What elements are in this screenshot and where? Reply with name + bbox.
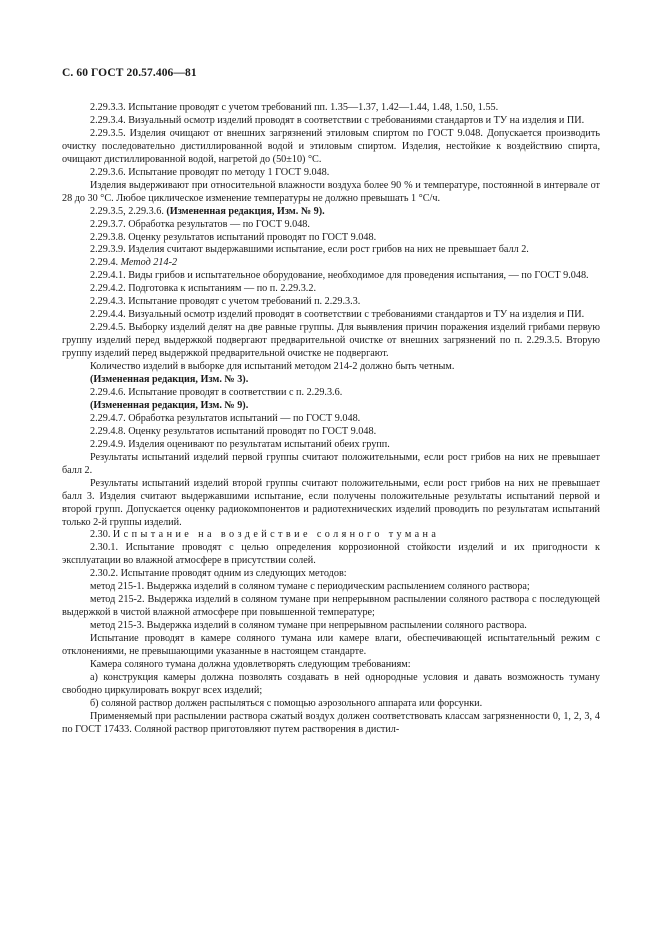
paragraph-text: 2.29.3.3. Испытание проводят с учетом требований пп. 1.35—1.37, 1.42—1.44, 1.48, 1.50, 1.55. [90, 102, 499, 113]
paragraph [62, 542, 600, 568]
paragraph [62, 167, 600, 180]
paragraph-text: Испытание проводят в камере соляного тумана или камере влаги, обеспечивающей испытательный режим с отклонениями, не превышающими указанные в настоящем стандарте. [62, 633, 600, 658]
paragraph [62, 478, 600, 530]
paragraph [62, 426, 600, 439]
paragraph-text: а) конструкция камеры должна позволять создавать в ней однородные условия и давать возможность туману свободно циркулировать вокруг всех изделий; [62, 671, 600, 696]
paragraph [62, 439, 600, 452]
paragraph-text: Применяемый при распылении раствора сжатый воздух должен соответствовать классам загрязненности 0, 1, 2, 3, 4 по ГОСТ 17433. Соляной раствор приготовляют путем растворения в дистил- [62, 710, 600, 735]
paragraph-text: б) соляной раствор должен распыляться с помощью аэрозольного аппарата или форсунки. [90, 697, 483, 709]
paragraph-text: метод 215-2. Выдержка изделий в соляном тумане при непрерывном распылении соляного раствора с последующей выдержкой в чистой влажной атмосфере при повышенной температуре; [62, 594, 600, 619]
paragraph-text: 2.29.4.5. Выборку изделий делят на две равные группы. Для выявления причин поражения изделий грибами первую группу изделий перед выдержкой подвергают предварительной очистке от внешних загрязнений по п. 2.29.3.5. Вторую группу изделий перед выдержкой предварительной очистке не подвергают. [62, 322, 600, 360]
paragraph [62, 206, 600, 219]
paragraph [62, 309, 600, 322]
paragraph [62, 594, 600, 620]
paragraph [62, 361, 600, 374]
paragraph-text: Изделия выдерживают при относительной влажности воздуха более 90 % и температуре, постоянной в интервале от 28 до 30 °С. Любое циклическое изменение температуры не должно превышать 1 °С/ч. [62, 179, 600, 204]
paragraph [62, 283, 600, 296]
document-body [62, 102, 600, 737]
paragraph-text: 2.29.3.9. Изделия считают выдержавшими испытание, если рост грибов на них не превышает балл 2. [90, 244, 529, 256]
italic-text: Метод 214-2 [120, 257, 178, 269]
paragraph [62, 698, 600, 711]
paragraph [62, 620, 600, 633]
paragraph-text: 2.29.3.8. Оценку результатов испытаний проводят по ГОСТ 9.048. [90, 231, 377, 243]
paragraph-text: 2.29.3.6. Испытание проводят по методу 1 ГОСТ 9.048. [90, 166, 330, 178]
paragraph [62, 659, 600, 672]
paragraph [62, 270, 600, 283]
page-header: С. 60 ГОСТ 20.57.406—81 [62, 67, 197, 79]
paragraph [62, 180, 600, 206]
paragraph-text: 2.30.2. Испытание проводят одним из следующих методов: [90, 568, 347, 580]
paragraph [62, 711, 600, 737]
paragraph [62, 672, 600, 698]
paragraph [62, 102, 600, 115]
document-page [62, 66, 600, 737]
paragraph-text: 2.29.3.7. Обработка результатов — по ГОСТ 9.048. [90, 218, 310, 230]
paragraph [62, 244, 600, 257]
paragraph-text: 2.29.4.1. Виды грибов и испытательное оборудование, необходимое для проведения испытания, — по ГОСТ 9.048. [90, 270, 589, 282]
spaced-heading: Испытание на воздействие соляного тумана [112, 529, 440, 541]
paragraph-text: 2.29.4.4. Визуальный осмотр изделий проводят в соответствии с требованиями стандартов и ТУ на изделия и ПИ. [90, 309, 585, 321]
paragraph-text: 2.29.4.2. Подготовка к испытаниям — по п. 2.29.3.2. [90, 283, 316, 295]
paragraph [62, 257, 600, 270]
paragraph [62, 219, 600, 232]
paragraph [62, 633, 600, 659]
paragraph [62, 387, 600, 400]
paragraph [62, 568, 600, 581]
paragraph-text: 2.30.1. Испытание проводят с целью определения коррозионной стойкости изделий и их пригодности к эксплуатации во влажной атмосфере в присутствии солей. [62, 542, 600, 567]
paragraph-text: 2.29.3.5. Изделия очищают от внешних загрязнений этиловым спиртом по ГОСТ 9.048. Допускается производить очистку последовательно дистиллированной водой и этиловым спиртом. Изделия, нестойкие к воздействию спирта, очищают дистиллированной водой, нагретой до (50±10) °С. [62, 127, 600, 165]
paragraph [62, 529, 600, 542]
paragraph-text: 2.30. [90, 529, 113, 541]
paragraph [62, 374, 600, 387]
paragraph [62, 115, 600, 128]
paragraph [62, 400, 600, 413]
paragraph-text: 2.29.4.3. Испытание проводят с учетом требований п. 2.29.3.3. [90, 296, 361, 308]
paragraph-text: Результаты испытаний изделий первой группы считают положительными, если рост грибов на них не превышает балл 2. [62, 451, 600, 476]
paragraph-text: 2.29.4.7. Обработка результатов испытаний — по ГОСТ 9.048. [90, 412, 361, 424]
paragraph-text: Результаты испытаний изделий второй группы считают положительными, если рост грибов на них не превышает балл 3. Изделия считают выдержавшими испытание, если получены положительные результаты испытаний первой и второй групп. Допускается оценку радиокомпонентов и радиотехнических изделий проводить по результатам испытаний только 2-й группы изделий. [62, 477, 600, 528]
paragraph-text: метод 215-1. Выдержка изделий в соляном тумане с периодическим распылением соляного раствора; [90, 581, 530, 593]
paragraph-text: 2.29.4. [90, 257, 121, 269]
paragraph-text: метод 215-3. Выдержка изделий в соляном тумане при непрерывном распылении соляного раствора. [90, 620, 527, 632]
paragraph [62, 296, 600, 309]
paragraph-text: 2.29.3.4. Визуальный осмотр изделий проводят в соответствии с требованиями стандартов и ТУ на изделия и ПИ. [90, 114, 585, 126]
paragraph-text: 2.29.4.9. Изделия оценивают по результатам испытаний обеих групп. [90, 438, 390, 450]
paragraph [62, 232, 600, 245]
paragraph-text: 2.29.3.5, 2.29.3.6. [90, 205, 167, 217]
bold-text: (Измененная редакция, Изм. № 9). [166, 205, 325, 217]
bold-text: (Измененная редакция, Изм. № 3). [90, 374, 249, 386]
paragraph [62, 322, 600, 361]
bold-text: (Измененная редакция, Изм. № 9). [90, 399, 249, 411]
paragraph [62, 413, 600, 426]
paragraph [62, 128, 600, 167]
paragraph-text: 2.29.4.6. Испытание проводят в соответствии с п. 2.29.3.6. [90, 386, 343, 398]
paragraph [62, 452, 600, 478]
paragraph-text: Количество изделий в выборке для испытаний методом 214-2 должно быть четным. [90, 361, 455, 373]
paragraph-text: 2.29.4.8. Оценку результатов испытаний проводят по ГОСТ 9.048. [90, 425, 377, 437]
paragraph-text: Камера соляного тумана должна удовлетворять следующим требованиям: [90, 658, 411, 670]
paragraph [62, 581, 600, 594]
